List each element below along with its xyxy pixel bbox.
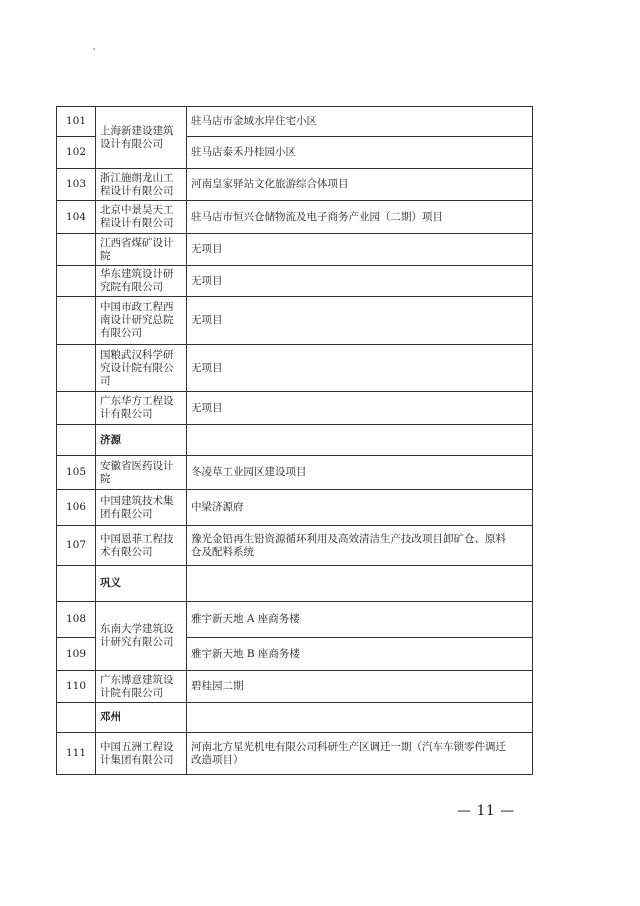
table-row bbox=[57, 201, 533, 234]
design-company: 中国恩菲工程技 术有限公司 bbox=[96, 526, 187, 566]
row-number: 103 bbox=[57, 169, 96, 201]
project-name: 河南北方星光机电有限公司科研生产区调迁一期（汽车车锁零件调迁 改造项目） bbox=[187, 733, 533, 775]
project-name: 河南皇家驿站文化旅游综合体项目 bbox=[187, 169, 533, 201]
design-company: 北京中景昊天工 程设计有限公司 bbox=[96, 201, 187, 234]
table-row bbox=[57, 107, 533, 137]
project-name: 无项目 bbox=[187, 345, 533, 392]
row-number: 107 bbox=[57, 526, 96, 566]
design-company: 广东博意建筑设 计院有限公司 bbox=[96, 671, 187, 703]
table-row bbox=[57, 169, 533, 201]
row-number bbox=[57, 266, 96, 297]
project-name: 驻马店泰禾丹桂园小区 bbox=[187, 137, 533, 169]
project-name: 驻马店市恒兴仓储物流及电子商务产业园（二期）项目 bbox=[187, 201, 533, 234]
project-name: 无项目 bbox=[187, 392, 533, 425]
row-number bbox=[57, 234, 96, 266]
design-company: 中国五洲工程设 计集团有限公司 bbox=[96, 733, 187, 775]
design-company: 国粮武汉科学研 究设计院有限公 司 bbox=[96, 345, 187, 392]
project-name: 碧桂园二期 bbox=[187, 671, 533, 703]
table-row bbox=[57, 297, 533, 345]
row-number: 110 bbox=[57, 671, 96, 703]
design-company: 安徽省医药设计 院 bbox=[96, 456, 187, 490]
table-row bbox=[57, 392, 533, 425]
page-number: — 11 — bbox=[457, 803, 515, 819]
project-roster-table bbox=[56, 106, 533, 775]
table-row bbox=[57, 490, 533, 526]
region-label: 巩义 bbox=[96, 566, 187, 602]
design-company: 中国市政工程西 南设计研究总院 有限公司 bbox=[96, 297, 187, 345]
project-name: 雅宇新天地 A 座商务楼 bbox=[187, 602, 533, 638]
table-row bbox=[57, 602, 533, 638]
row-number: 108 bbox=[57, 602, 96, 638]
project-name: 中梁济源府 bbox=[187, 490, 533, 526]
row-number: 105 bbox=[57, 456, 96, 490]
project-name: 驻马店市金域水岸住宅小区 bbox=[187, 107, 533, 137]
project-name: 豫光金铅再生铅资源循环利用及高效清洁生产技改项目卸矿仓、原料 仓及配料系统 bbox=[187, 526, 533, 566]
region-header-row bbox=[57, 425, 533, 456]
region-header-row bbox=[57, 566, 533, 602]
row-number: 111 bbox=[57, 733, 96, 775]
row-number bbox=[57, 566, 96, 602]
row-number bbox=[57, 392, 96, 425]
row-number: 102 bbox=[57, 137, 96, 169]
design-company: 中国建筑技术集 团有限公司 bbox=[96, 490, 187, 526]
design-company: 广东华方工程设 计有限公司 bbox=[96, 392, 187, 425]
table-row bbox=[57, 266, 533, 297]
design-company: 上海新建设建筑 设计有限公司 bbox=[96, 107, 187, 169]
row-number bbox=[57, 425, 96, 456]
table-row bbox=[57, 526, 533, 566]
design-company: 东南大学建筑设 计研究有限公司 bbox=[96, 602, 187, 671]
row-number: 104 bbox=[57, 201, 96, 234]
scan-speck bbox=[93, 48, 95, 50]
project-name bbox=[187, 703, 533, 733]
region-header-row bbox=[57, 703, 533, 733]
table-row bbox=[57, 671, 533, 703]
project-name bbox=[187, 425, 533, 456]
project-name: 无项目 bbox=[187, 234, 533, 266]
project-name bbox=[187, 566, 533, 602]
project-name: 冬凌草工业园区建设项目 bbox=[187, 456, 533, 490]
row-number bbox=[57, 345, 96, 392]
design-company: 江西省煤矿设计 院 bbox=[96, 234, 187, 266]
region-label: 邓州 bbox=[96, 703, 187, 733]
row-number bbox=[57, 297, 96, 345]
row-number bbox=[57, 703, 96, 733]
design-company: 浙江施朗龙山工 程设计有限公司 bbox=[96, 169, 187, 201]
row-number: 101 bbox=[57, 107, 96, 137]
region-label: 济源 bbox=[96, 425, 187, 456]
row-number: 109 bbox=[57, 638, 96, 671]
table-row bbox=[57, 733, 533, 775]
table-row bbox=[57, 234, 533, 266]
row-number: 106 bbox=[57, 490, 96, 526]
table-row bbox=[57, 456, 533, 490]
design-company: 华东建筑设计研 究院有限公司 bbox=[96, 266, 187, 297]
project-name: 雅宇新天地 B 座商务楼 bbox=[187, 638, 533, 671]
project-name: 无项目 bbox=[187, 297, 533, 345]
project-name: 无项目 bbox=[187, 266, 533, 297]
table-row bbox=[57, 345, 533, 392]
